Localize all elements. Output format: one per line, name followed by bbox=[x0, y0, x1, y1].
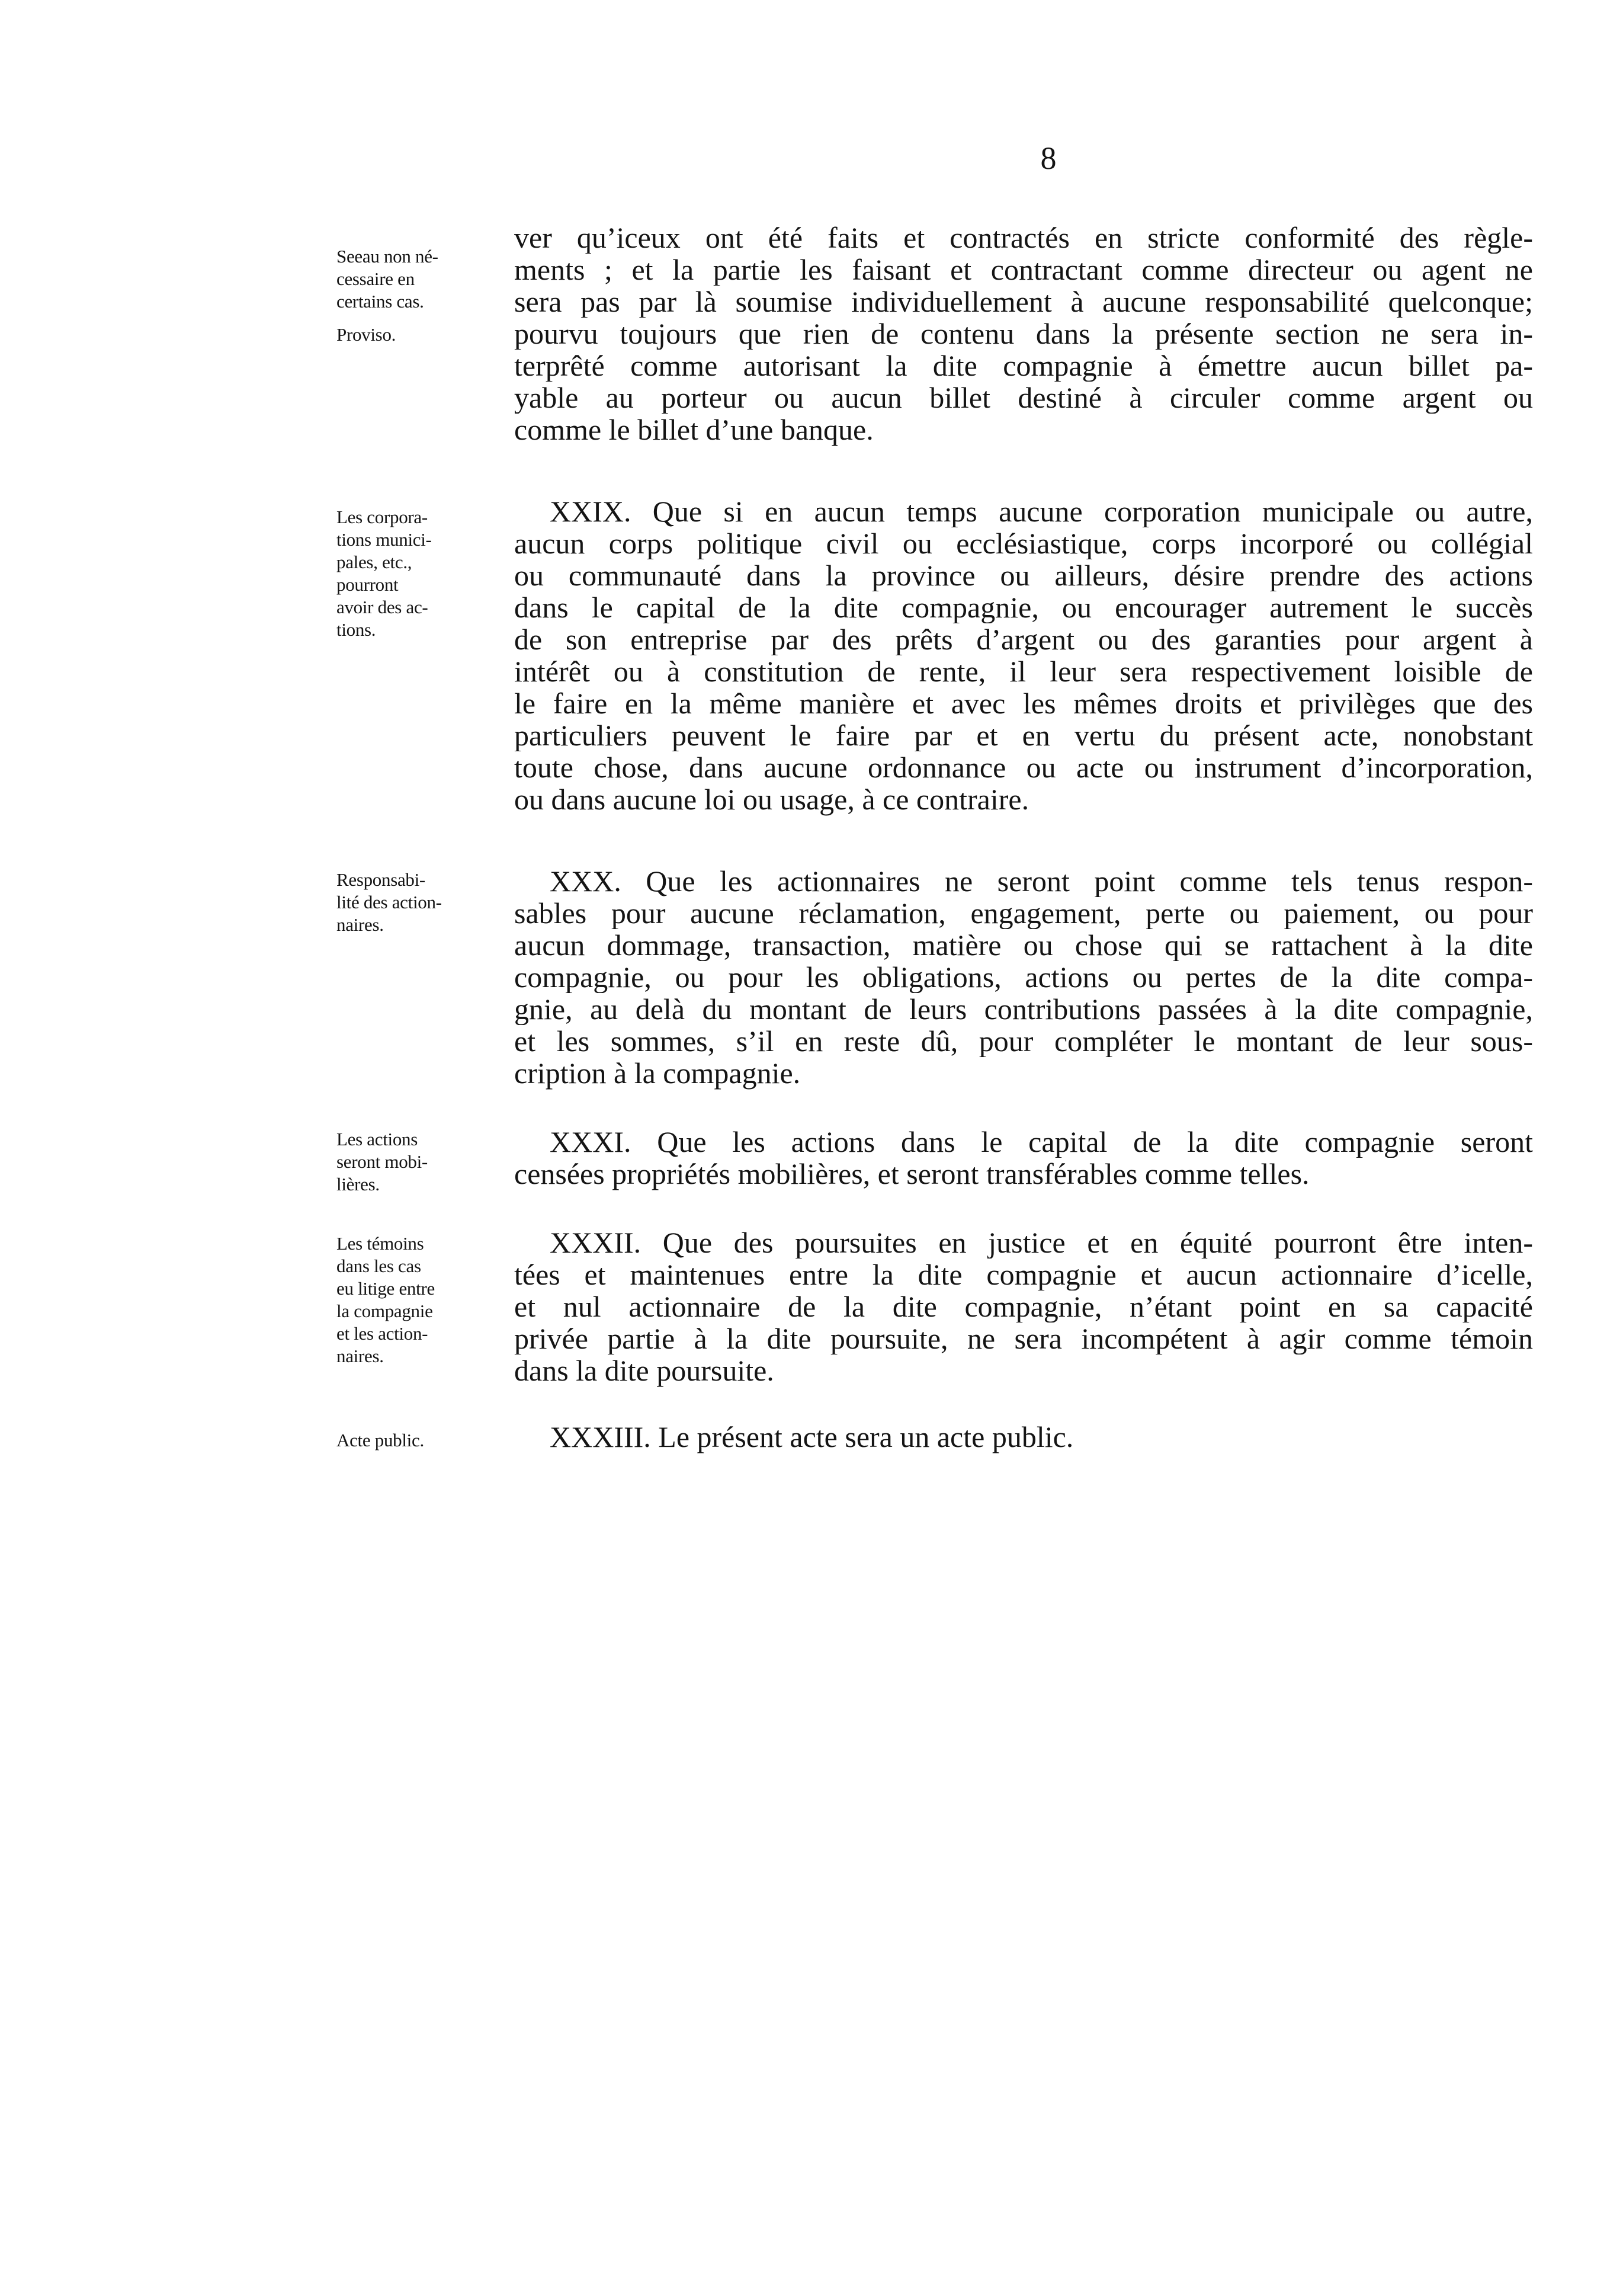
side-notes bbox=[336, 869, 514, 936]
text-line: terprêté comme autorisant la dite compagnie à émettre aucun billet pa- bbox=[514, 350, 1533, 382]
text-line: yable au porteur ou aucun billet destiné à circuler comme argent ou bbox=[514, 382, 1533, 414]
side-note-line: Les actions bbox=[336, 1129, 418, 1149]
side-note-line: dans les cas bbox=[336, 1256, 421, 1276]
side-note-line: avoir des ac- bbox=[336, 597, 428, 617]
text-line: privée partie à la dite poursuite, ne sera incompétent à agir comme témoin bbox=[514, 1322, 1533, 1354]
text-line: tées et maintenues entre la dite compagnie et aucun actionnaire d’icelle, bbox=[514, 1259, 1533, 1291]
section-text bbox=[514, 1126, 1533, 1190]
side-notes bbox=[336, 1232, 514, 1368]
text-line: comme le billet d’une banque. bbox=[514, 413, 874, 446]
side-note-line: pourront bbox=[336, 574, 399, 595]
side-notes bbox=[336, 1128, 514, 1196]
text-line: sera pas par là soumise individuellement à aucune responsabilité quelconque; bbox=[514, 286, 1533, 318]
side-note-line: Proviso. bbox=[336, 324, 396, 345]
side-note-line: tions munici- bbox=[336, 529, 432, 550]
text-line: ments ; et la partie les faisant et contractant comme directeur ou agent ne bbox=[514, 254, 1533, 286]
text-line: compagnie, ou pour les obligations, actions ou pertes de la dite compa- bbox=[514, 961, 1533, 993]
text-line: XXXIII. Le présent acte sera un acte public. bbox=[550, 1420, 1074, 1453]
text-line: sables pour aucune réclamation, engagement, perte ou paiement, ou pour bbox=[514, 897, 1533, 929]
text-line: XXIX. Que si en aucun temps aucune corporation municipale ou autre, bbox=[550, 495, 1533, 527]
section-text bbox=[514, 1227, 1533, 1386]
side-notes bbox=[336, 506, 514, 641]
text-line: le faire en la même manière et avec les mêmes droits et privilèges que des bbox=[514, 687, 1533, 719]
section-text bbox=[514, 865, 1533, 1089]
text-line: aucun dommage, transaction, matière ou chose qui se rattachent à la dite bbox=[514, 929, 1533, 961]
side-note-line: et les action- bbox=[336, 1323, 428, 1344]
side-note-line: naires. bbox=[336, 1346, 384, 1366]
side-notes bbox=[336, 1429, 514, 1452]
text-line: ou communauté dans la province ou ailleurs, désire prendre des actions bbox=[514, 559, 1533, 591]
text-line: XXXII. Que des poursuites en justice et en équité pourront être inten- bbox=[550, 1227, 1533, 1259]
side-note-line: cessaire en bbox=[336, 268, 415, 289]
side-note-line: lières. bbox=[336, 1174, 380, 1195]
side-note-line: Seeau non né- bbox=[336, 246, 438, 267]
text-line: dans la dite poursuite. bbox=[514, 1354, 774, 1387]
side-note-line: seront mobi- bbox=[336, 1151, 428, 1172]
text-line: cription à la compagnie. bbox=[514, 1056, 801, 1090]
text-line: ver qu’iceux ont été faits et contractés en stricte conformité des règle- bbox=[514, 222, 1533, 254]
side-note-line: Les corpora- bbox=[336, 507, 428, 527]
side-note-line: tions. bbox=[336, 619, 376, 640]
text-line: et nul actionnaire de la dite compagnie, n’étant point en sa capacité bbox=[514, 1291, 1533, 1322]
text-line: pourvu toujours que rien de contenu dans la présente section ne sera in- bbox=[514, 318, 1533, 350]
side-note-line: la compagnie bbox=[336, 1301, 433, 1321]
text-line: dans le capital de la dite compagnie, ou encourager autrement le succès bbox=[514, 591, 1533, 623]
text-line: particuliers peuvent le faire par et en vertu du présent acte, nonobstant bbox=[514, 719, 1533, 751]
text-line: gnie, au delà du montant de leurs contributions passées à la dite compagnie, bbox=[514, 993, 1533, 1025]
page-number: 8 bbox=[1040, 140, 1057, 176]
text-line: XXXI. Que les actions dans le capital de la dite compagnie seront bbox=[550, 1126, 1533, 1158]
side-note-line: lité des action- bbox=[336, 892, 442, 912]
side-note-line: naires. bbox=[336, 914, 384, 935]
side-note-line: certains cas. bbox=[336, 291, 424, 312]
side-notes bbox=[336, 223, 514, 346]
section-text bbox=[514, 1421, 1533, 1453]
text-line: et les sommes, s’il en reste dû, pour compléter le montant de leur sous- bbox=[514, 1025, 1533, 1057]
text-line: censées propriétés mobilières, et seront transférables comme telles. bbox=[514, 1157, 1310, 1190]
side-note-line: Les témoins bbox=[336, 1233, 424, 1254]
side-note-line: pales, etc., bbox=[336, 552, 412, 572]
section-text bbox=[514, 495, 1533, 815]
text-line: toute chose, dans aucune ordonnance ou acte ou instrument d’incorporation, bbox=[514, 751, 1533, 783]
text-line: XXX. Que les actionnaires ne seront point comme tels tenus respon- bbox=[550, 865, 1533, 897]
section-text bbox=[514, 222, 1533, 446]
side-note-line: Acte public. bbox=[336, 1430, 424, 1450]
text-line: ou dans aucune loi ou usage, à ce contraire. bbox=[514, 783, 1029, 816]
text-line: aucun corps politique civil ou ecclésiastique, corps incorporé ou collégial bbox=[514, 527, 1533, 559]
side-note-line: Responsabi- bbox=[336, 869, 425, 890]
side-note-line bbox=[336, 223, 514, 245]
text-line: intérêt ou à constitution de rente, il leur sera respectivement loisible de bbox=[514, 655, 1533, 687]
side-note-line: eu litige entre bbox=[336, 1278, 435, 1299]
text-line: de son entreprise par des prêts d’argent ou des garanties pour argent à bbox=[514, 623, 1533, 655]
